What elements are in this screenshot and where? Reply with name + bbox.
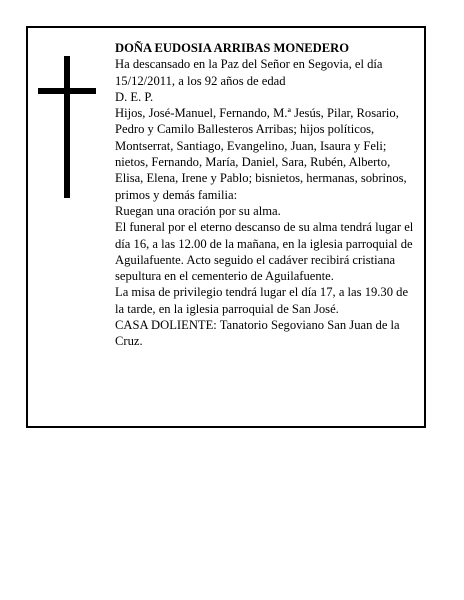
family-list: Hijos, José-Manuel, Fernando, M.ª Jesús, Pilar, Rosario, Pedro y Camilo Ballesteros Arribas; hijos políticos, Montserrat, Santiago, Evangelino, Juan, Isaura y Feli; nietos, Fernando, María, Daniel, Sara, Rubén, Alberto, Elisa, Elena, Irene y Pablo; bisnietos, hermanas, sobrinos, primos y demás familia: [115, 106, 407, 202]
funeral-details: El funeral por el eterno descanso de su alma tendrá lugar el día 16, a las 12.00 de la mañana, en la iglesia parroquial de Aguilafuente. Acto seguido el cadáver recibirá cristiana sepultura en el cementerio de Aguilafuente. [115, 220, 414, 284]
obituary-notice [26, 26, 426, 428]
deceased-name: DOÑA EUDOSIA ARRIBAS MONEDERO [115, 41, 350, 55]
cross-icon [38, 56, 98, 198]
prayer-request: Ruegan una oración por su alma. [115, 203, 281, 218]
cross-vertical-bar [64, 56, 70, 198]
mass-details: La misa de privilegio tendrá lugar el día 17, a las 19.30 de la tarde, en la iglesia parroquial de San José. [115, 285, 409, 316]
death-statement: Ha descansado en la Paz del Señor en Segovia, el día 15/12/2011, a los 92 años de edad [115, 57, 383, 88]
mourning-house: CASA DOLIENTE: Tanatorio Segoviano San Juan de la Cruz. [115, 318, 400, 349]
dep-abbreviation: D. E. P. [115, 89, 154, 104]
notice-body [115, 40, 420, 350]
cross-horizontal-bar [38, 88, 96, 94]
